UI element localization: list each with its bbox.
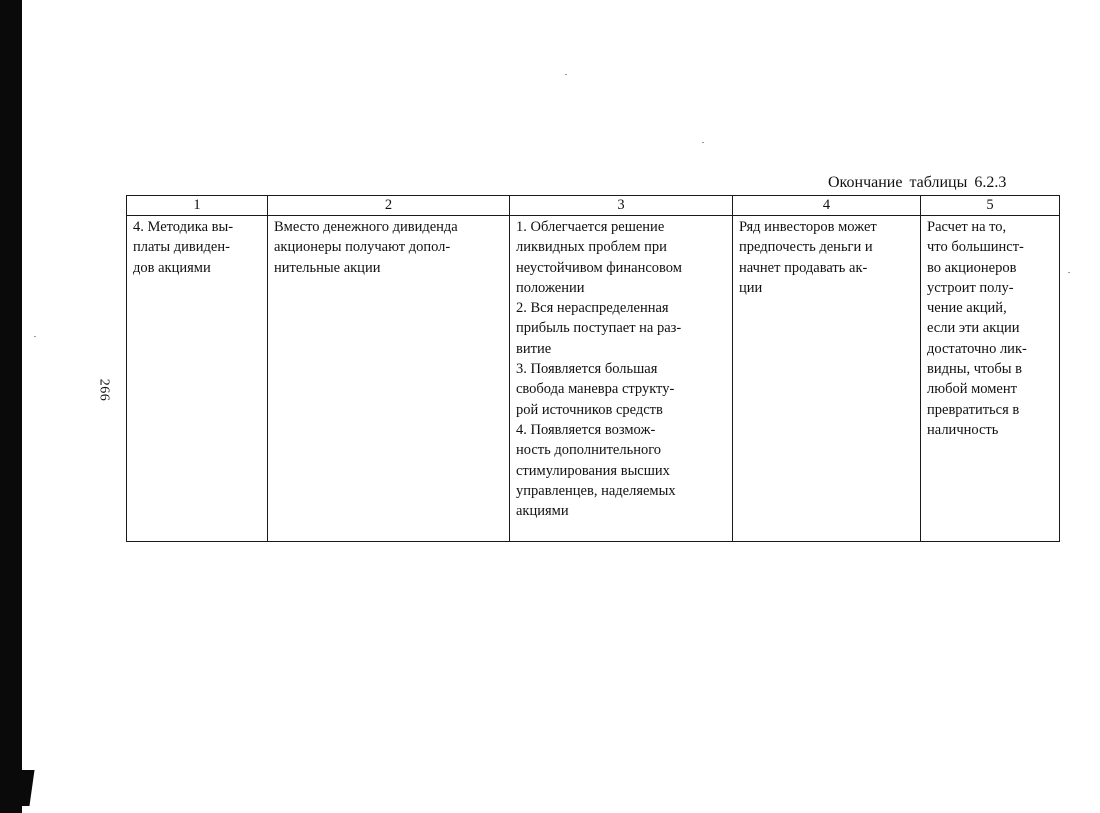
cell-line: свобода маневра структу- <box>516 381 675 398</box>
cell-line: ции <box>739 279 763 296</box>
cell-line: устроит полу- <box>927 279 1014 296</box>
cell-line: 2. Вся нераспределенная <box>516 300 669 317</box>
scan-speck <box>565 74 567 75</box>
cell-line: чение акций, <box>927 300 1007 317</box>
scan-speck <box>702 142 704 143</box>
cell-line: что большинст- <box>927 239 1024 256</box>
cell-line: рой источников средств <box>516 401 663 418</box>
table-header-row <box>127 196 1060 216</box>
column-header-5: 5 <box>921 196 1060 216</box>
cell-line: акциями <box>516 503 569 520</box>
cell-line: акционеры получают допол- <box>274 239 451 256</box>
cell-line: ликвидных проблем при <box>516 239 667 256</box>
cell-line: начнет продавать ак- <box>739 259 868 276</box>
table-cell-description <box>268 216 510 542</box>
cell-line: дов акциями <box>133 259 211 276</box>
table-cell-notes <box>921 216 1060 542</box>
cell-line: положении <box>516 279 585 296</box>
cell-line: превратиться в <box>927 401 1020 418</box>
column-header-3: 3 <box>510 196 733 216</box>
cell-line: предпочесть деньги и <box>739 239 873 256</box>
cell-line: наличность <box>927 421 999 438</box>
cell-line: Ряд инвесторов может <box>739 219 877 235</box>
cell-line: любой момент <box>927 381 1017 398</box>
cell-line: ность дополнительного <box>516 442 662 459</box>
cell-line: Вместо денежного дивиденда <box>274 219 458 235</box>
column-header-4: 4 <box>733 196 921 216</box>
cell-line: если эти акции <box>927 320 1020 337</box>
cell-line: 4. Методика вы- <box>133 219 234 235</box>
column-header-1: 1 <box>127 196 268 216</box>
page-number: 266 <box>96 378 112 402</box>
page-binding-edge <box>0 0 22 813</box>
scan-speck <box>34 336 36 337</box>
cell-line: достаточно лик- <box>927 340 1027 357</box>
cell-line: неустойчивом финансовом <box>516 259 682 276</box>
cell-line: прибыль поступает на раз- <box>516 320 682 337</box>
cell-line: стимулирования высших <box>516 462 670 479</box>
table-cell-advantages <box>510 216 733 542</box>
cell-line: во акционеров <box>927 259 1017 276</box>
table-cell-method <box>127 216 268 542</box>
column-header-2: 2 <box>268 196 510 216</box>
cell-line: видны, чтобы в <box>927 361 1023 378</box>
page-binding-edge-foot <box>9 770 34 806</box>
cell-line: управленцев, наделяемых <box>516 482 676 499</box>
cell-line: платы дивиден- <box>133 239 230 256</box>
table-cell-disadvantages <box>733 216 921 542</box>
table-caption: Окончание таблицы 6.2.3 <box>828 174 1007 191</box>
cell-line: Расчет на то, <box>927 219 1007 235</box>
scan-speck <box>1068 272 1070 273</box>
data-table <box>126 195 1060 542</box>
cell-line: 4. Появляется возмож- <box>516 421 656 438</box>
cell-line: витие <box>516 340 552 357</box>
cell-line: 3. Появляется большая <box>516 361 658 378</box>
table-row <box>127 216 1060 542</box>
cell-line: нительные акции <box>274 259 381 276</box>
cell-line: 1. Облегчается решение <box>516 219 665 235</box>
